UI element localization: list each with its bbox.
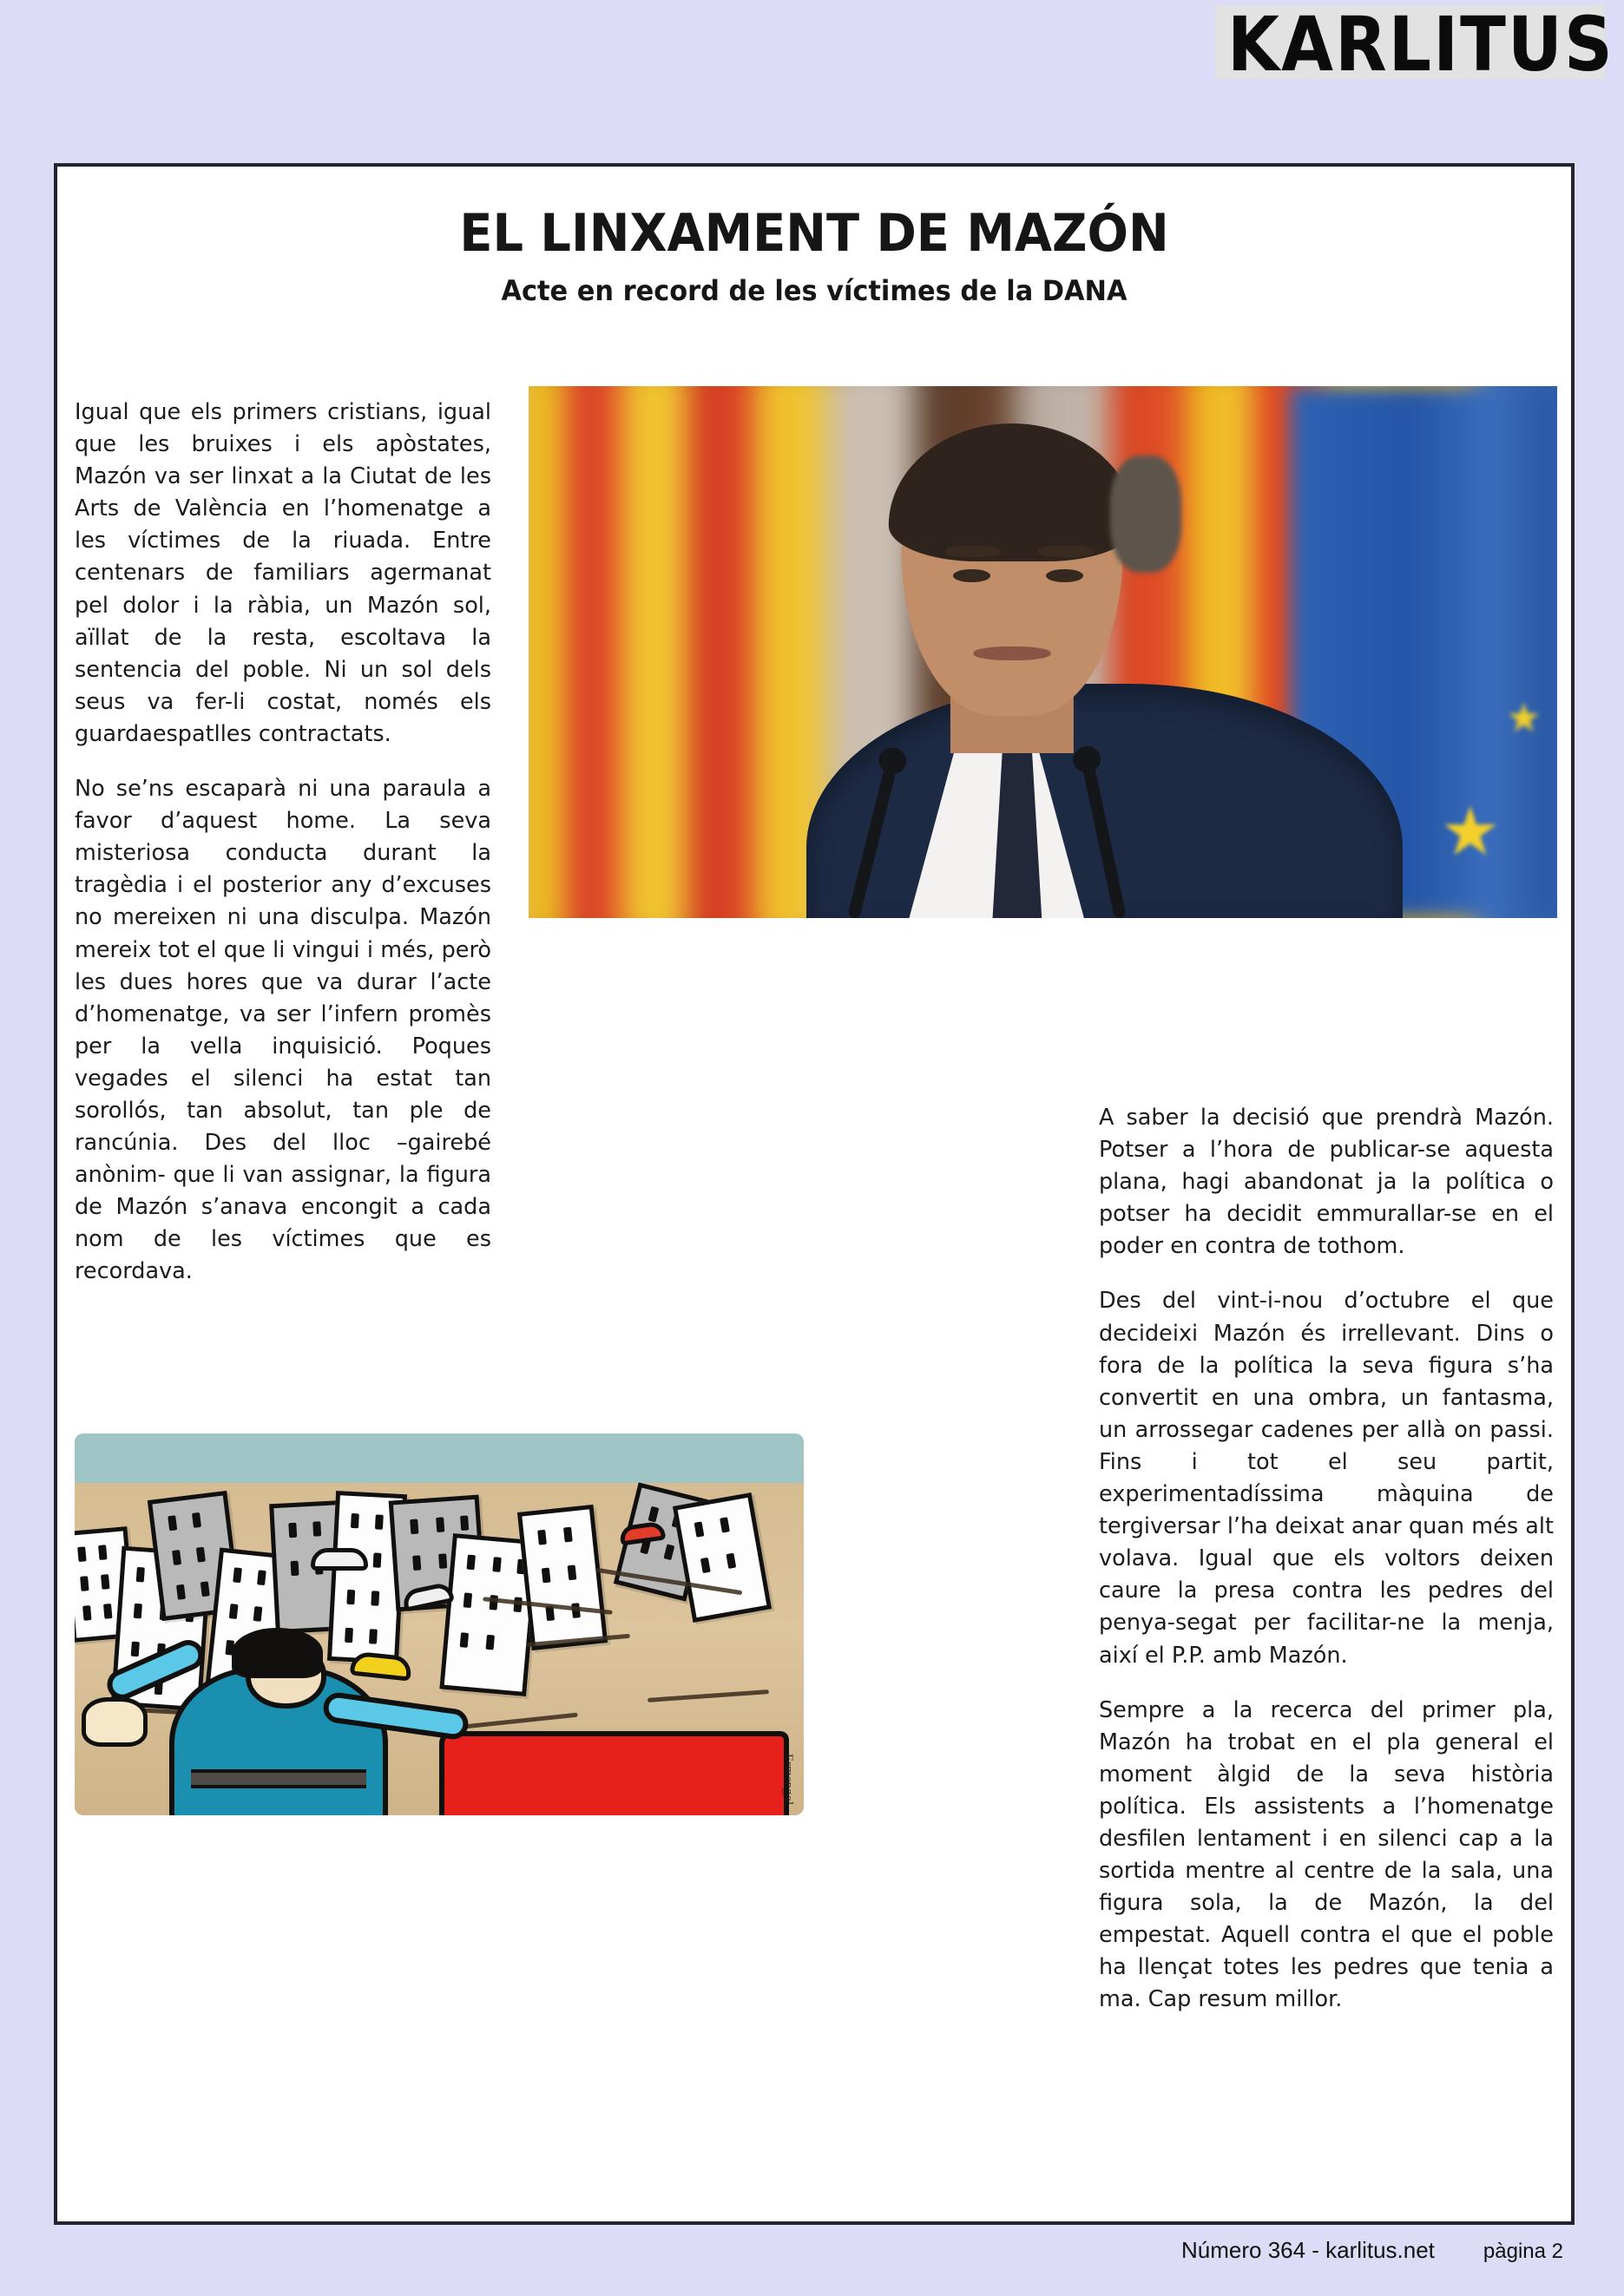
person-eyebrow (945, 546, 1001, 557)
cartoon-hand (82, 1697, 148, 1747)
cartoon-signature: Ermengol (781, 1753, 795, 1805)
person-eyebrow (1038, 546, 1094, 557)
page-footer (54, 2237, 1570, 2264)
page-subtitle: Acte en record de les víctimes de la DANA (501, 273, 1128, 307)
masthead-brand: KARLITUS (1227, 2, 1615, 89)
cartoon-building (517, 1505, 608, 1650)
eu-star-icon: ★ (1505, 694, 1542, 740)
person-eye (1046, 569, 1083, 582)
masthead (1215, 2, 1615, 89)
cartoon-figure-belt (191, 1769, 366, 1788)
cartoon-illustration (75, 1433, 804, 1815)
person-hair-side (1110, 456, 1182, 573)
footer-page-number: pàgina 2 (1483, 2240, 1563, 2263)
person-mouth (974, 646, 1051, 660)
eu-star-icon: ★ (1439, 792, 1501, 869)
paragraph: Igual que els primers cristians, igual que les bruixes i els apòstates, Mazón va ser linxat a la Ciutat de les Arts de València en l’homenatge a les víctimes de la riuada. Entre centenars de familiars agermanat pel dolor i la ràbia, un Mazón sol, aïllat de la resta, escoltava la sentencia del poble. Ni un sol dels seus va fer-li costat, només els guardaespatlles contractats. (75, 399, 491, 747)
cartoon-cape (439, 1731, 789, 1815)
paragraph: Sempre a la recerca del primer pla, Mazón ha trobat en el pla general el moment àlgid de la seva història política. Els assistents a l’homenatge desfilen lentament i en silenci cap a la sortida mentre al centre de la sala, una figura sola, la de Mazón, la del empestat. Aquell contra el que el poble ha llençat totes les pedres que tenia a ma. Cap resum millor. (1099, 1696, 1554, 2013)
paragraph: A saber la decisió que prendrà Mazón. Potser a l’hora de publicar-se aquesta plana, hagi abandonat ja la política o potser ha decidit emmurallar-se en el poder en contra de tothom. (1099, 1105, 1554, 1260)
cartoon-car (311, 1548, 368, 1571)
press-photo (529, 386, 1557, 918)
cartoon-figure-hair (232, 1628, 323, 1677)
page-title: EL LINXAMENT DE MAZÓN (459, 203, 1169, 264)
left-text-column (75, 397, 491, 1289)
paragraph: No se’ns escaparà ni una paraula a favor d’aquest home. La seva misteriosa conducta durant la tragèdia i el posterior any d’excuses no mereixen ni una disculpa. Mazón mereix tot el que li vingui i més, però les dues hores que va durar l’acte d’homenatge, va ser l’infern promès per la vella inquisició. Poques vegades el silenci ha estat tan sorollós, tan absolut, tan ple de rancúnia. Des del lloc –gairebé anònim- que li van assignar, la figura de Mazón s’anava encongit a cada nom de les víctimes que es recordava. (75, 776, 491, 1285)
headline-block (57, 167, 1571, 307)
article-frame (54, 163, 1575, 2225)
right-text-column (1099, 1102, 1554, 2017)
paragraph: Des del vint-i-nou d’octubre el que decideixi Mazón és irrellevant. Dins o fora de la política la seva figura s’ha convertit en una ombra, un fantasma, un arrossegar cadenes per allà on passi. Fins i tot el seu partit, experimentadíssima màquina de tergiversar l’ha deixat anar quan més alt volava. Igual que els voltors deixen caure la presa contra les pedres del penya-segat per facilitar-ne la menja, així el P.P. amb Mazón. (1099, 1288, 1554, 1669)
footer-issue: Número 364 - karlitus.net (1181, 2237, 1435, 2263)
